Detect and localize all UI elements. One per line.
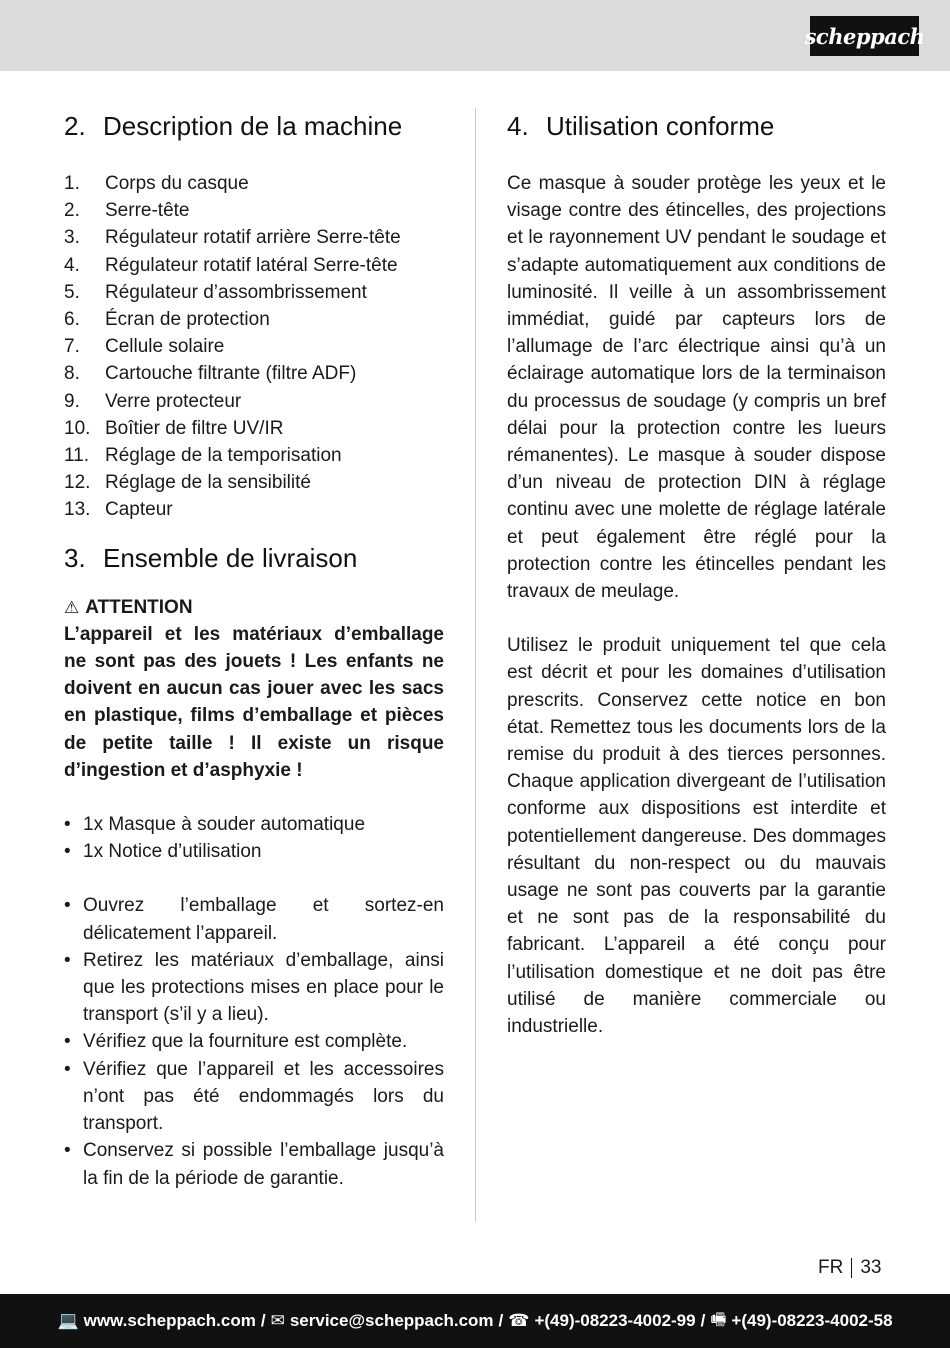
list-item: • 1x Notice d’utilisation (64, 841, 262, 863)
header-bar (0, 0, 950, 71)
phone-number: +(49)-08223-4002-99 (534, 1311, 696, 1330)
page-number-divider (851, 1258, 852, 1278)
warning-title: ATTENTION (85, 596, 193, 618)
section-heading-delivery (64, 540, 444, 576)
left-column (64, 108, 444, 1192)
section-title: Ensemble de livraison (103, 542, 358, 573)
page-number (818, 1256, 881, 1280)
section-title: Utilisation conforme (546, 111, 775, 141)
list-item: 3. Régulateur rotatif arrière Serre-tête (64, 227, 401, 249)
section-heading-intended-use (507, 108, 886, 144)
section-number: 3. (64, 542, 86, 573)
fax-icon: 🖷 (710, 1309, 727, 1329)
list-item: 9. Verre protecteur (64, 390, 242, 412)
list-item: 6. Écran de protection (64, 309, 270, 331)
warning-text: L’appareil et les matériaux d’emballage ne sont pas des jouets ! Les enfants ne doivent en aucun cas jouer avec les sacs en plastique, films d’emballage et pièces de petite taille ! Il existe un risque d’ingestion et d’asphyxie ! (64, 623, 444, 781)
column-divider (475, 108, 476, 1222)
list-item: • Conservez si possible l’emballage jusqu’à la fin de la période de garantie. (64, 1140, 444, 1189)
list-item: 2. Serre-tête (64, 200, 190, 222)
section-title: Description de la machine (103, 111, 403, 141)
fax-number: +(49)-08223-4002-58 (731, 1311, 893, 1330)
list-item: 10. Boîtier de filtre UV/IR (64, 417, 284, 439)
list-item: 4. Régulateur rotatif latéral Serre-tête (64, 254, 398, 276)
list-item: • Retirez les matériaux d’emballage, ainsi que les protections mises en place pour le transport (s’il y a lieu). (64, 949, 444, 1026)
section-number: 2. (64, 111, 86, 141)
language-code: FR (818, 1257, 844, 1278)
list-item: 7. Cellule solaire (64, 336, 225, 358)
phone-icon: ☎ (508, 1311, 530, 1330)
warning-heading (64, 594, 444, 621)
unpack-steps-list (64, 892, 444, 1191)
paragraph: Utilisez le produit uniquement tel que cela est décrit et pour les domaines d’utilisation prescrits. Conservez cette notice en bon état. Remettez tous les documents lors de la remise du produit à des tierces personnes. Chaque application divergeant de l’utilisation conforme aux dispositions est interdite et potentiellement dangereuse. Des dommages résultant du non-respect ou du mauvais usage ne sont pas couverts par la garantie et ne sont pas de la responsabilité du fabricant. L’appareil a été conçu pour l’utilisation domestique et ne doit pas être utilisé de manière commerciale ou industrielle. (507, 635, 886, 1038)
list-item: 1. Corps du casque (64, 173, 249, 194)
parts-list (64, 170, 444, 524)
computer-icon: 💻 (57, 1311, 79, 1330)
list-item: 8. Cartouche filtrante (filtre ADF) (64, 363, 357, 385)
list-item: 12. Réglage de la sensibilité (64, 472, 311, 494)
scheppach-logo: scheppach (810, 16, 919, 56)
list-item: • Vérifiez que la fourniture est complète. (64, 1031, 408, 1053)
list-item: 13. Capteur (64, 499, 173, 521)
list-item: • Vérifiez que l’appareil et les accessoires n’ont pas été endommagés lors du transport. (64, 1058, 444, 1135)
section-heading-description (64, 108, 444, 144)
list-item: • 1x Masque à souder automatique (64, 814, 366, 836)
paragraph: Ce masque à souder protège les yeux et le visage contre des étincelles, des projections et le rayonnement UV pendant le soudage et s’adapte automatiquement aux conditions de luminosité. Il veille à un assombrissement immédiat, guidé par capteurs lors de l’allumage de l’arc électrique ainsi qu’à un éclairage automatique lors de la terminaison du processus de soudage (y compris un bref délai pour la protection contre les lueurs rémanentes). Le masque à souder dispose d’un niveau de protection DIN à réglage continu avec une molette de réglage latérale et peut également être réglé pour la protection contre les étincelles pendant les travaux de meulage. (507, 173, 886, 603)
right-column (507, 108, 886, 1040)
delivery-items-list (64, 811, 444, 865)
footer-bar: 💻 www.scheppach.com / ✉ service@scheppach.com / ☎ +(49)-08223-4002-99 / 🖷 +(49)-08223-4002-58 (0, 1294, 950, 1348)
email-link[interactable]: service@scheppach.com (289, 1311, 494, 1330)
section-number: 4. (507, 111, 529, 141)
warning-triangle-icon: ⚠ (64, 597, 80, 617)
list-item: 11. Réglage de la temporisation (64, 445, 342, 467)
list-item: • Ouvrez l’emballage et sortez-en délicatement l’appareil. (64, 895, 444, 944)
mail-icon: ✉ (270, 1311, 285, 1330)
website-link[interactable]: www.scheppach.com (83, 1311, 256, 1330)
list-item: 5. Régulateur d’assombrissement (64, 281, 367, 303)
page-number-value: 33 (860, 1257, 882, 1278)
